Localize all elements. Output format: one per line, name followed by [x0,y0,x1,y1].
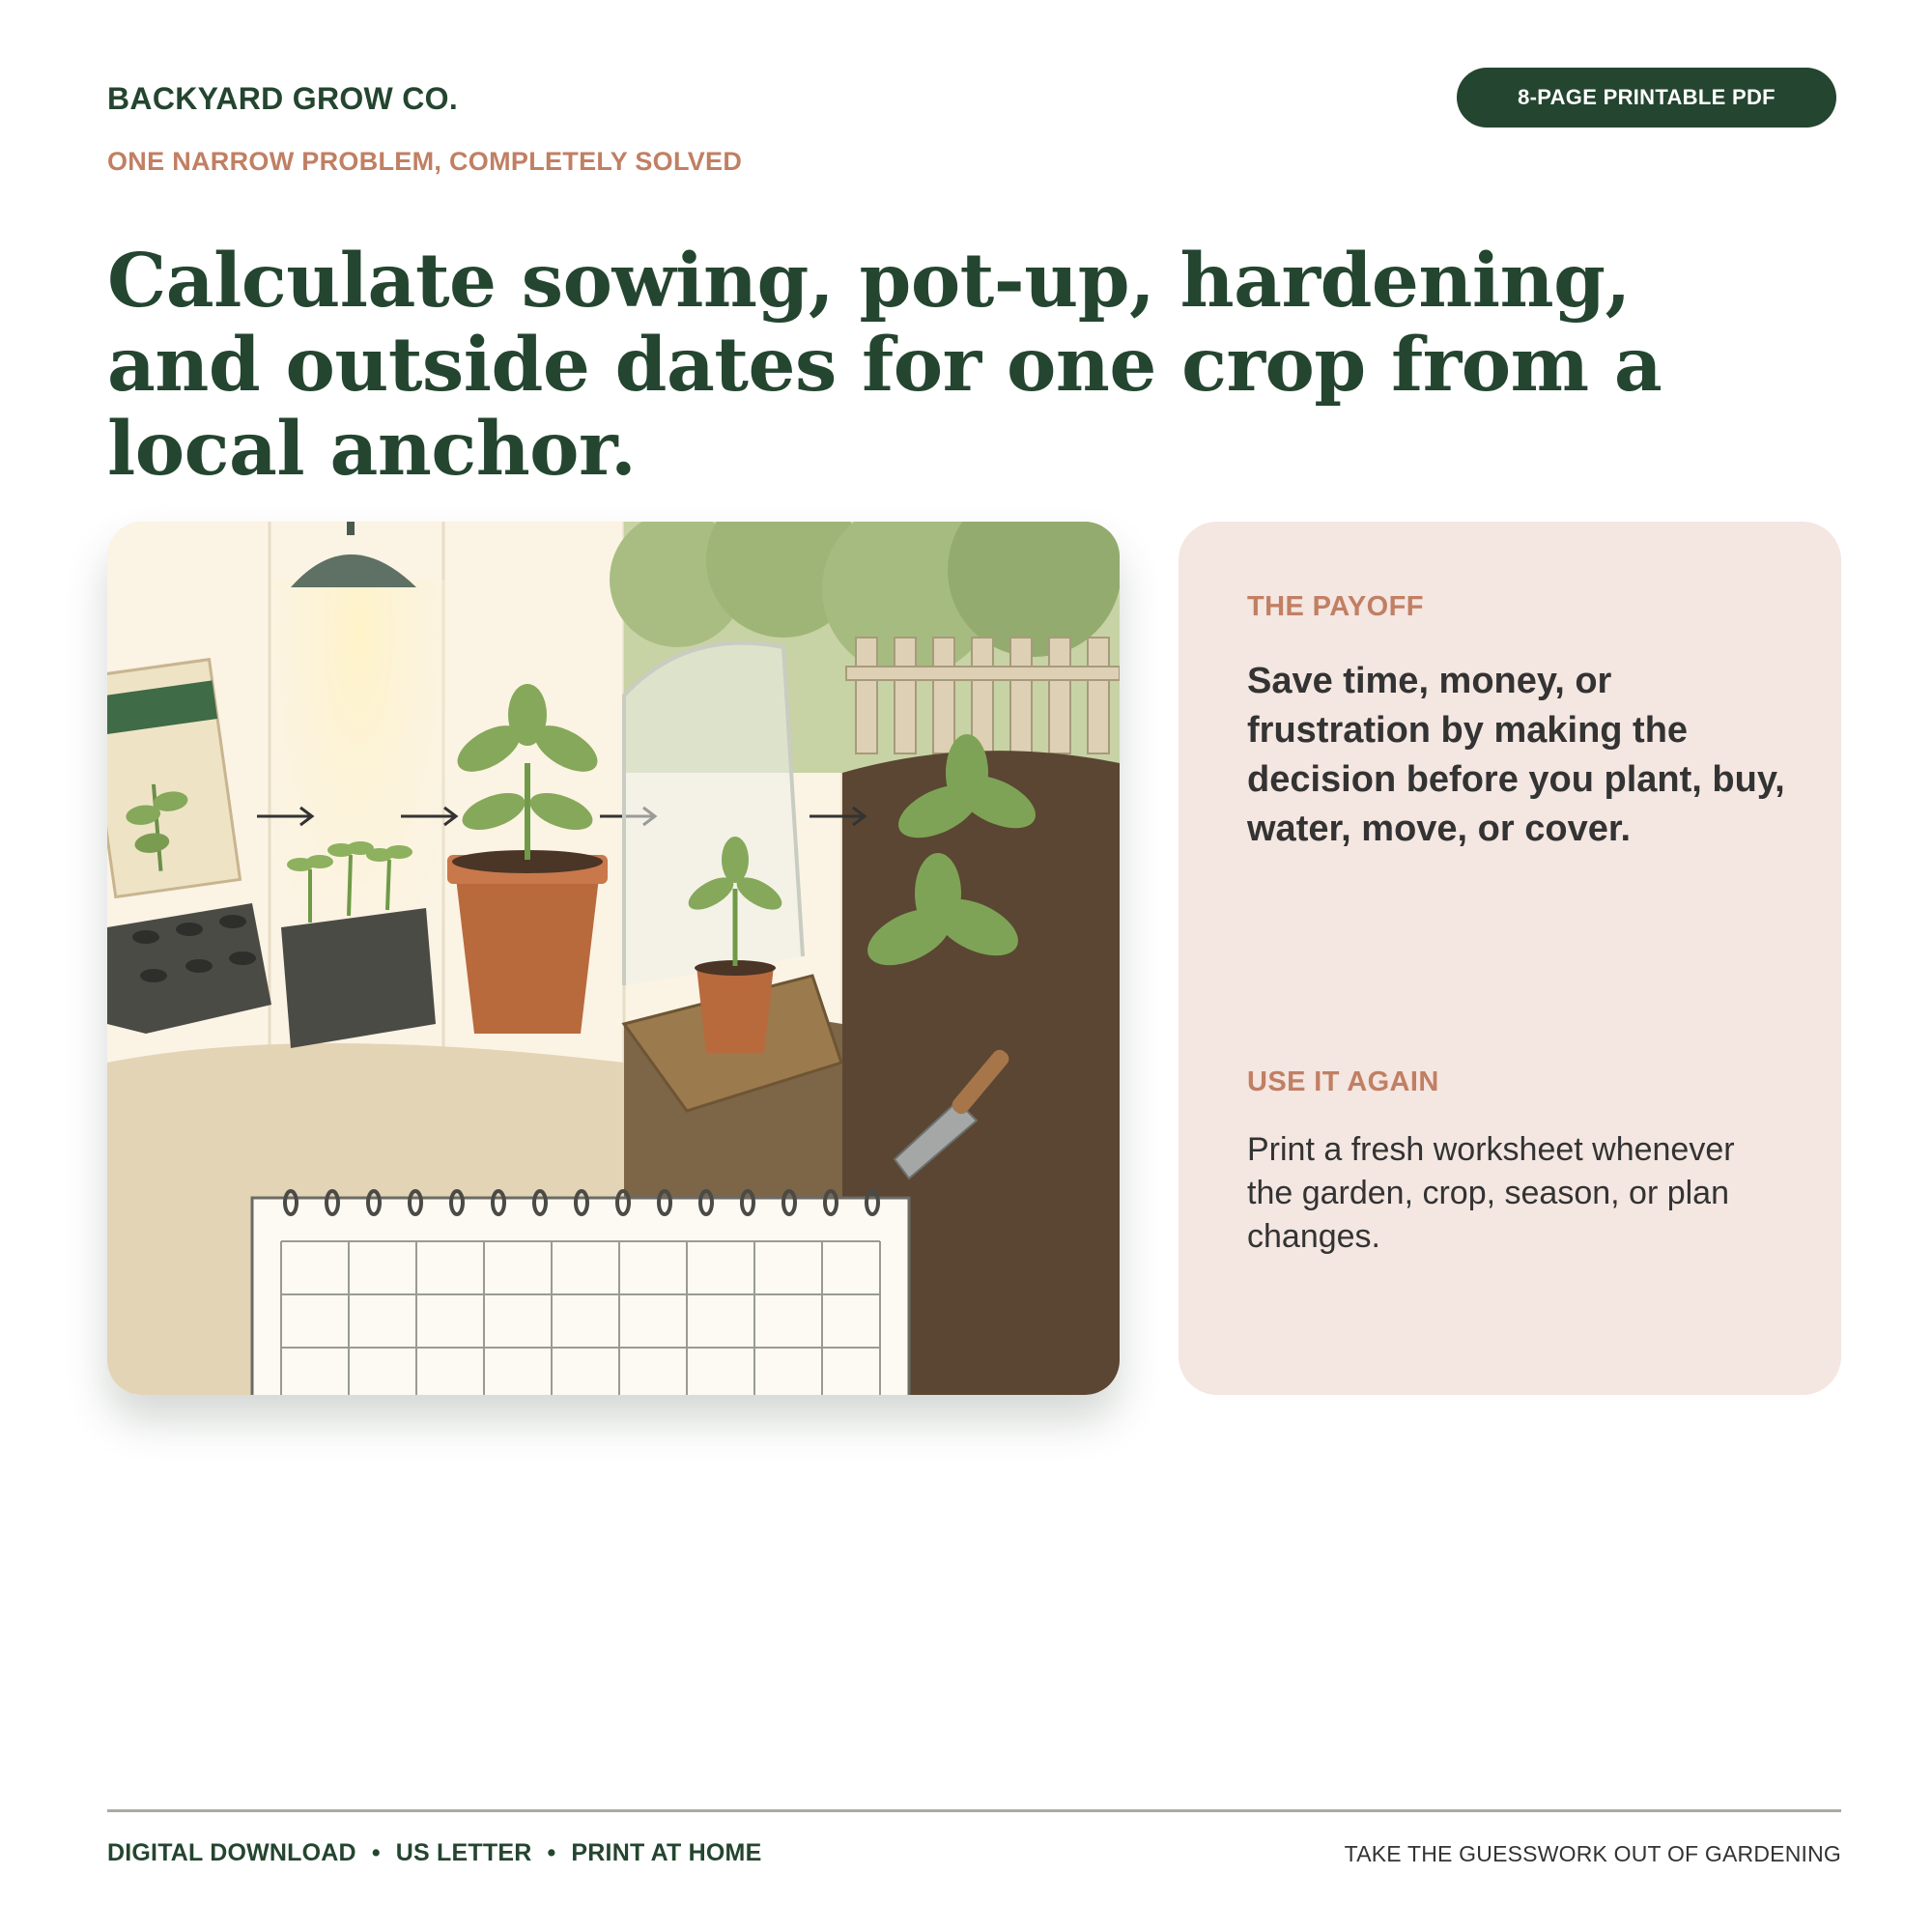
footer-divider [107,1809,1841,1812]
payoff-text: Save time, money, or frustration by making the decision before you plant, buy, water, move, or cover. [1247,661,1785,849]
tagline: ONE NARROW PROBLEM, COMPLETELY SOLVED [107,147,743,176]
footer-features [107,1839,761,1867]
footer-item-print-at-home: PRINT AT HOME [571,1839,762,1866]
footer-separator: • [371,1839,381,1866]
footer-item-us-letter: US LETTER [395,1839,532,1866]
footer-separator: • [547,1839,556,1866]
format-badge: 8-PAGE PRINTABLE PDF [1457,68,1836,128]
seedling-stages-illustration [107,522,1120,1395]
footer-item-digital-download: DIGITAL DOWNLOAD [107,1839,356,1866]
footer-slogan: TAKE THE GUESSWORK OUT OF GARDENING [1344,1841,1841,1866]
use-again-label: USE IT AGAIN [1247,1066,1439,1097]
headline: Calculate sowing, pot-up, hardening, and outside dates for one crop from a local anchor. [107,238,1662,493]
brand-name: BACKYARD GROW CO. [107,81,459,116]
payoff-card [1179,522,1841,1395]
use-again-text: Print a fresh worksheet whenever the garden, crop, season, or plan changes. [1247,1131,1735,1255]
payoff-label: THE PAYOFF [1247,591,1424,622]
